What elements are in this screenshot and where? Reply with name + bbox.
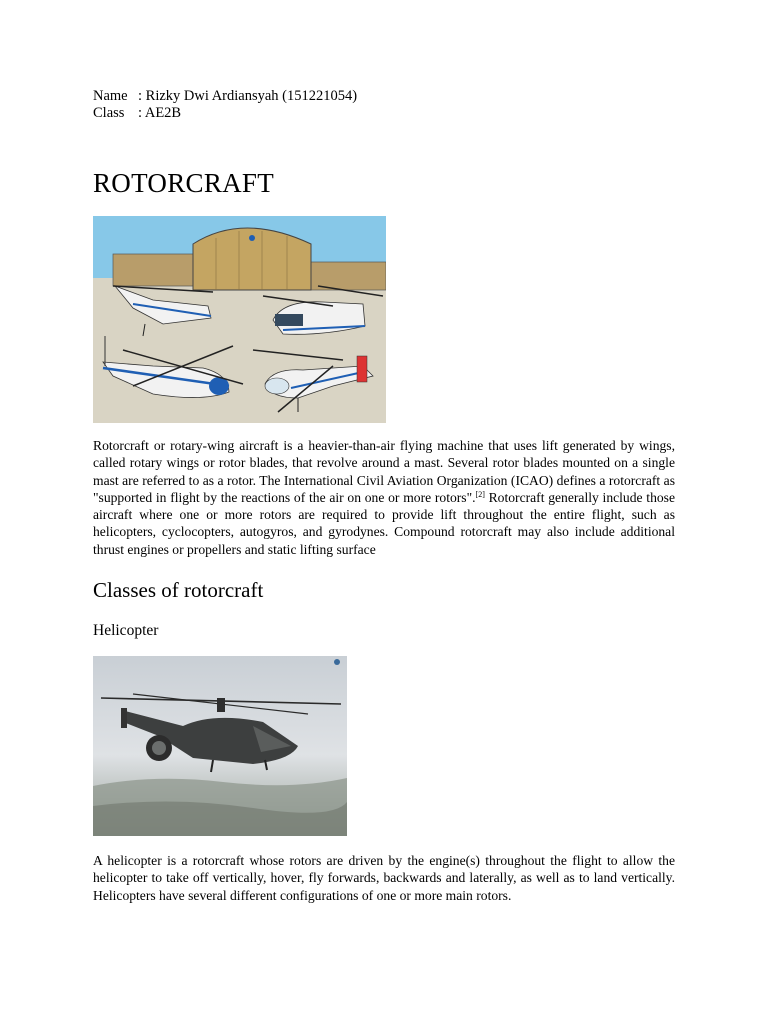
name-row — [93, 88, 357, 105]
class-label: Class — [93, 104, 125, 121]
helicopter-paragraph: A helicopter is a rotorcraft whose rotors are driven by the engine(s) throughout the flight to allow the helicopter to take off vertically, hover, fly forwards, backwards and laterally, as well as to land vertically. Helicopters have several different configurations of one or more main rotors. — [93, 853, 675, 903]
class-row — [93, 105, 357, 122]
helicopter-photo — [93, 656, 347, 836]
subsection-heading: Helicopter — [93, 622, 159, 639]
author-info — [93, 88, 357, 121]
intro-text-continued: Rotorcraft generally include those aircraft where one or more rotors are required to provide lift throughout the entire flight, such as helicopters, cyclocopters, autogyros, and gyrodynes. Compound rotorcraft may also include additional thrust engines or propellers and static lifting surface — [93, 489, 675, 557]
name-label: Name — [93, 88, 128, 104]
section-heading: Classes of rotorcraft — [93, 578, 264, 602]
class-value: : AE2B — [138, 104, 182, 121]
intro-text: Rotorcraft or rotary-wing aircraft is a heavier-than-air flying machine that uses lift generated by wings, called rotary wings or rotor blades, that revolve around a mast. Several rotor blades mounted on a single mast are referred to as a rotor. The International Civil Aviation Organization (ICAO) defines a rotorcraft as "supported in flight by the reactions of the air on one or more rotors". — [93, 438, 675, 505]
intro-paragraph — [93, 437, 675, 558]
page-title: ROTORCRAFT — [93, 168, 275, 198]
name-value: : Rizky Dwi Ardiansyah (151221054) — [138, 88, 358, 104]
citation-link[interactable]: [2] — [475, 489, 485, 499]
rotorcraft-illustration — [93, 216, 386, 423]
